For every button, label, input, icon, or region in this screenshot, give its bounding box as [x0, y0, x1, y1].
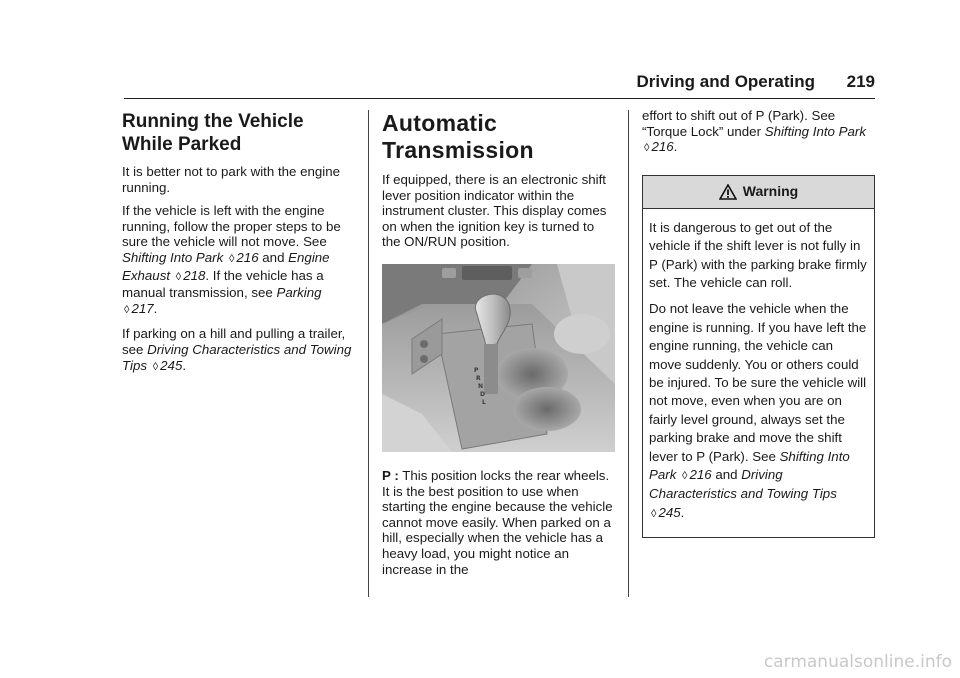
svg-text:D: D — [480, 390, 485, 398]
paragraph: If parking on a hill and pulling a trailer, see Driving Characteristics and Towing Tips ◊ 245. — [122, 326, 352, 373]
paragraph: It is better not to park with the engine running. — [122, 164, 341, 195]
page-header — [124, 70, 875, 99]
xref-arrow-icon: ◊ — [124, 303, 130, 316]
warning-box — [642, 175, 875, 539]
column-automatic-transmission — [382, 110, 615, 585]
page-number: 219 — [846, 72, 875, 91]
column-divider — [368, 110, 369, 597]
column-running-parked — [122, 110, 354, 383]
warning-body — [643, 209, 874, 538]
xref-parking[interactable]: Parking ◊ 217 — [124, 285, 322, 316]
heading-automatic-transmission: Automatic Transmission — [382, 110, 534, 163]
xref-shifting-into-park[interactable]: Shifting Into Park ◊ 216 — [644, 123, 866, 155]
svg-text:R: R — [476, 374, 481, 382]
xref-arrow-icon: ◊ — [152, 360, 159, 373]
xref-shifting-into-park[interactable]: Shifting Into Park ◊ 216 — [122, 249, 259, 265]
xref-arrow-icon: ◊ — [175, 270, 182, 283]
xref-arrow-icon: ◊ — [644, 142, 650, 155]
paragraph-park: P : This position locks the rear wheels. It is the best position to use when starting the engine because the vehicle cannot move easily. When parked on a hill, especially when the vehicle has a heavy load, you might notice an increase in the — [382, 467, 613, 577]
shift-lever-photo — [382, 264, 615, 452]
svg-text:N: N — [478, 382, 484, 390]
warning-triangle-icon — [719, 184, 737, 200]
xref-driving-towing-tips[interactable]: Driving Characteristics and Towing Tips ◊ 245 — [649, 467, 837, 520]
xref-arrow-icon: ◊ — [651, 507, 657, 520]
xref-arrow-icon: ◊ — [682, 470, 688, 483]
watermark: carmanualsonline.info — [763, 652, 952, 672]
svg-text:L: L — [482, 398, 486, 406]
xref-engine-exhaust[interactable]: Engine Exhaust ◊ 218 — [122, 249, 330, 283]
paragraph: Do not leave the vehicle when the engine is running. If you have left the engine running, the vehicle can move suddenly. You or others could be injured. To be sure the vehicle will not move, even when you are on fairly level ground, always set the parking brake and move the shift lever to P (Park). See Shifting Into Park ◊ 216 and Driving Characteristics and Towing Tips ◊ 245. — [649, 301, 867, 520]
warning-header — [643, 176, 874, 209]
paragraph: It is dangerous to get out of the vehicle if the shift lever is not fully in P (Park) with the parking brake firmly set. The vehicle can roll. — [649, 219, 867, 290]
section-title: Driving and Operating — [636, 72, 815, 91]
xref-shifting-into-park[interactable]: Shifting Into Park ◊ 216 — [649, 448, 850, 483]
paragraph: If the vehicle is left with the engine running, follow the proper steps to be sure the vehicle will not move. See Shifting Into Park ◊ 216 and Engine Exhaust ◊ 218. If the vehicle has a manual transmission, see Parking ◊ 217. — [122, 203, 341, 316]
column-continued — [642, 108, 875, 538]
paragraph: If equipped, there is an electronic shift lever position indicator within the instrument cluster. This display comes on when the ignition key is turned to the ON/RUN position. — [382, 172, 607, 250]
heading-running-parked: Running the Vehicle While Parked — [122, 111, 304, 155]
warning-title: Warning — [742, 182, 799, 199]
gear-term-p: P : — [382, 467, 399, 483]
paragraph: effort to shift out of P (Park). See “Torque Lock” under Shifting Into Park ◊ 216. — [642, 108, 866, 155]
svg-text:P: P — [474, 366, 479, 374]
column-divider — [628, 110, 629, 597]
xref-arrow-icon: ◊ — [228, 252, 235, 265]
xref-driving-towing-tips[interactable]: Driving Characteristics and Towing Tips ◊ 245 — [122, 341, 352, 373]
